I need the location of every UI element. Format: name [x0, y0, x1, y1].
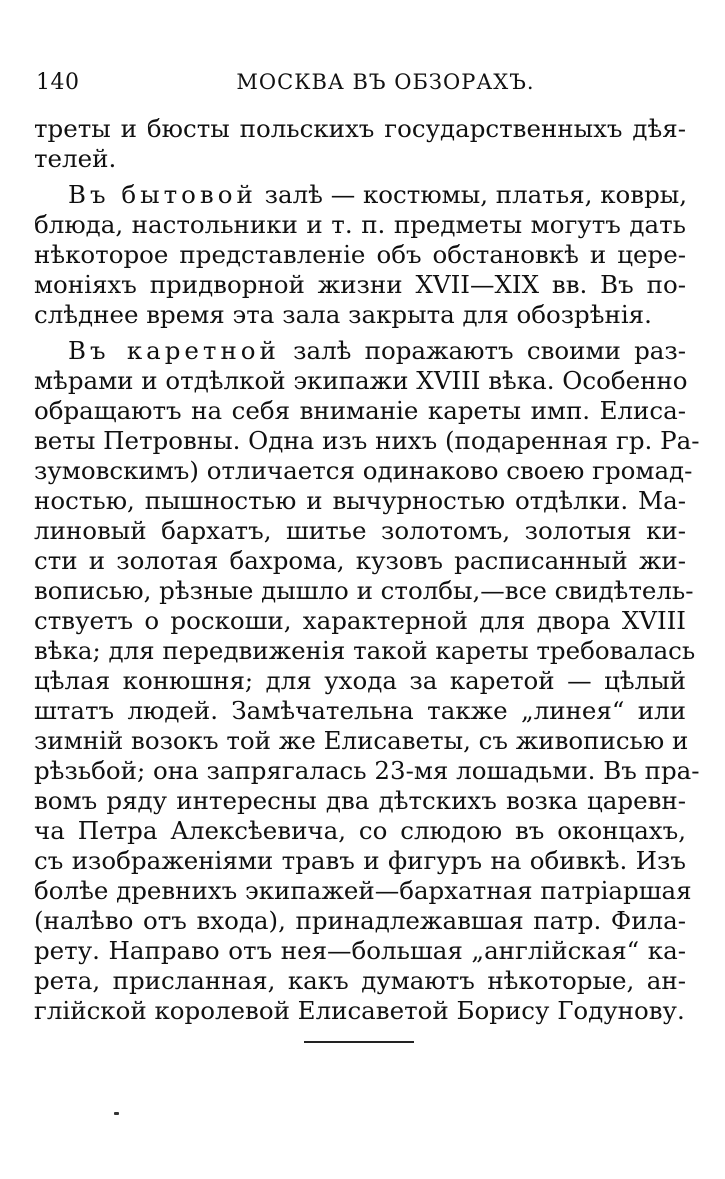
text-line: сти и золотая бахрома, кузовъ расписанный жи- [34, 546, 686, 575]
text-line: глійской королевой Елисаветой Борису Годунову. [34, 996, 685, 1025]
text-line: блюда, настольники и т. п. предметы могутъ дать [34, 210, 686, 239]
text-line: веты Петровны. Одна изъ нихъ (подаренная гр. Ра- [34, 426, 700, 455]
text-line: (налѣво отъ входа), принадлежавшая патр. Фила- [34, 906, 686, 935]
text-line: штатъ людей. Замѣчательна также „линея“ или [34, 696, 686, 725]
text-line: болѣе древнихъ экипажей—бархатная патріаршая [34, 876, 692, 905]
text-line: цѣлая конюшня; для ухода за каретой — цѣлый [34, 666, 686, 695]
text-line: рету. Направо отъ нея—большая „англійская“ ка- [34, 936, 686, 965]
text-line: съ изображеніями травъ и фигуръ на обивкѣ. Изъ [34, 846, 686, 875]
text-line: вомъ ряду интересны два дѣтскихъ возка царевн- [34, 786, 686, 815]
paragraph-carriage-hall [34, 336, 700, 1026]
text-line: рѣзьбой; она запрягалась 23-мя лошадьми. Въ пра- [34, 756, 700, 785]
text-line: обращаютъ на себя вниманіе кареты имп. Елиса- [34, 396, 686, 425]
text-line: нѣкоторое представленіе объ обстановкѣ и цере- [34, 240, 686, 269]
page-header [36, 70, 695, 110]
print-speck [114, 1112, 119, 1115]
spaced-lead: Въ каретной [68, 336, 280, 365]
text-line: треты и бюсты польскихъ государственныхъ дѣя- [34, 114, 686, 143]
text-line: мѣрами и отдѣлкой экипажи XVIII вѣка. Особенно [34, 366, 688, 395]
body-text [34, 114, 700, 1026]
text-line: вописью, рѣзные дышло и столбы,—все свидѣтель- [34, 576, 694, 605]
end-rule [304, 1041, 414, 1043]
text-line: моніяхъ придворной жизни XVII—XIX вв. Въ по- [34, 270, 686, 299]
text-line: ствуетъ о роскоши, характерной для двора XVIII [34, 606, 686, 635]
text-line: зумовскимъ) отличается одинаково своею громад- [34, 456, 693, 485]
text-line: слѣднее время эта зала закрыта для обозрѣнія. [34, 300, 652, 329]
text-line: телей. [34, 144, 117, 173]
text-line: ностью, пышностью и вычурностью отдѣлки. Ма- [34, 486, 686, 515]
text-line: линовый бархатъ, шитье золотомъ, золотыя ки- [34, 516, 686, 545]
text-line-rest: залѣ — костюмы, платья, ковры, [256, 180, 688, 209]
paragraph-everyday-hall [34, 180, 686, 330]
paragraph-portraits [34, 114, 686, 174]
text-line [34, 336, 686, 366]
running-head: МОСКВА ВЪ ОБЗОРАХЪ. [236, 70, 535, 94]
spaced-lead: Въ бытовой [68, 180, 257, 209]
text-line: рета, присланная, какъ думаютъ нѣкоторые, ан- [34, 966, 686, 995]
text-line: вѣка; для передвиженія такой кареты требовалась [34, 636, 696, 665]
text-line: ча Петра Алексѣевича, со слюдою въ оконцахъ, [34, 816, 686, 845]
text-line-rest: залѣ поражаютъ своими раз- [279, 336, 686, 365]
page-number: 140 [36, 70, 80, 95]
text-line: зимній возокъ той же Елисаветы, съ живописью и [34, 726, 689, 755]
text-line [34, 180, 686, 210]
